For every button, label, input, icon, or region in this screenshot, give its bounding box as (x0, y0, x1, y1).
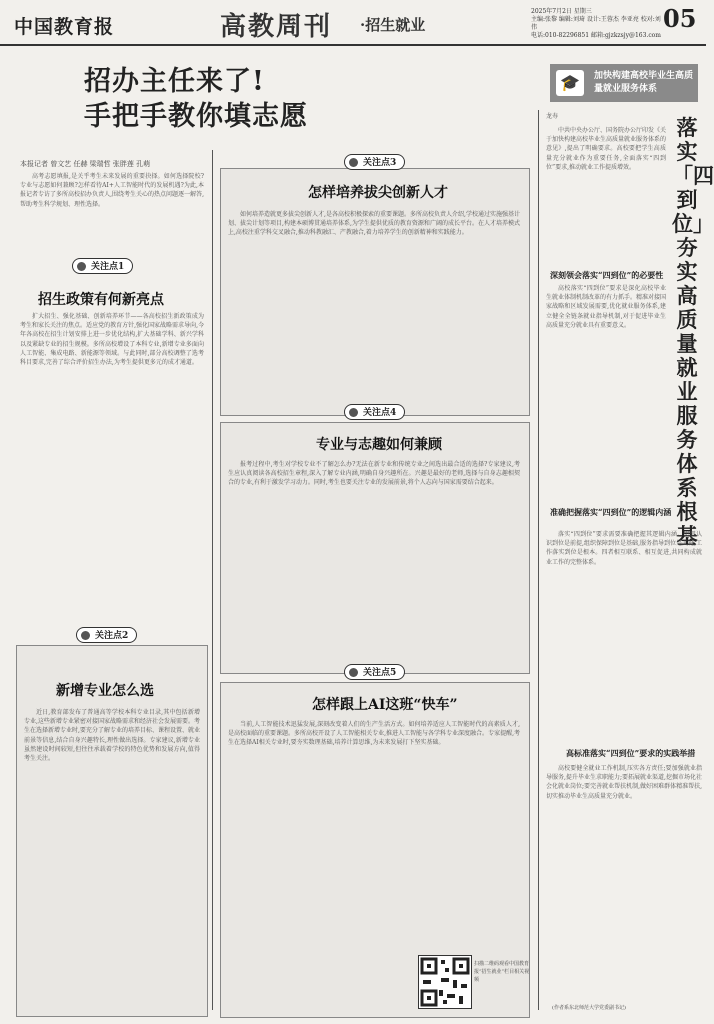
headline-line-2: 手把手教你填志愿 (84, 101, 308, 132)
focus-tag: 关注点2 (76, 627, 137, 643)
section-rubric: 高教周刊 (220, 12, 333, 42)
subhead: 高标准落实“四到位”要求的实践举措 (566, 748, 696, 758)
editor-credits: 主编:张黎 编辑:刘琦 设计:王蓉杰 李亚亮 校对:刘伟 (531, 16, 661, 31)
focus-tag: 关注点5 (344, 664, 405, 680)
section-title: 专业与志趣如何兼顾 (316, 437, 442, 453)
issue-meta (531, 8, 661, 40)
right-body: 落实“四到位”要求需要准确把握其逻辑内涵。思想认识到位是前提,组织保障到位是基础,服务指导到位是关键,工作落实到位是根本。四者相互联系、相互促进,共同构成就业工作的完整体系。 (546, 531, 702, 566)
section-rubric-sub: ·招生就业 (360, 16, 426, 34)
author-credit: (作者系东北师范大学党委副书记) (552, 1005, 626, 1011)
vertical-title: 落实「四到位」夯实高质量就业服务体系根基 (672, 115, 714, 548)
focus-tag: 关注点3 (344, 154, 405, 170)
section-body: 当前,人工智能技术迅猛发展,深刻改变着人们的生产生活方式。如何培养适应人工智能时代的高素质人才,是高校面临的重要课题。多所高校开设了人工智能相关专业,推进人工智能与各学科专业深度融合。专家提醒,考生在选择AI相关专业时,要夯实数理基础,培养计算思维,为未来发展打下坚实基础。 (228, 721, 520, 747)
section-body: 扩大招生、强化基础、创新培养环节——各高校招生新政策成为考生和家长关注的焦点。适应党的教育方针,强化国家战略需求导向,今年各高校在招生计划安排上进一步优化结构,扩大基础学科、新兴学科以及紧缺专业的招生规模。多所高校增设了本科专业,新增专业多面向人工智能、集成电路、新能源等领域。与此同时,部分高校调整了选考科目要求,完善了综合评价招生办法,为考生提供更多元的成才通道。 (20, 313, 204, 367)
right-byline: 龙寿 (546, 113, 559, 120)
qr-code-icon[interactable] (418, 955, 472, 1009)
graduation-cap-icon: 🎓 (556, 70, 584, 96)
column-banner: 加快构建高校毕业生高质量就业服务体系 (550, 64, 698, 102)
section-title: 招生政策有何新亮点 (38, 292, 164, 308)
newspaper-logo: 中国教育报 (14, 16, 115, 38)
right-intro: 中共中央办公厅、国务院办公厅印发《关于加快构建高校毕业生高质量就业服务体系的意见》,提出了明确要求。高校要把学生高质量充分就业作为重要任务,全面落实“四到位”要求,推动就业工作提质增效。 (546, 127, 667, 171)
main-byline: 本报记者 曾文艺 任赫 梁瑞哲 张胖莲 孔萌 (20, 160, 151, 168)
subhead: 准确把握落实“四到位”的逻辑内涵 (550, 507, 672, 517)
right-body: 高校要健全就业工作机制,压实各方责任;要加强就业指导服务,提升毕业生求职能力;要拓展就业渠道,挖掘市场化社会化就业岗位;要完善就业帮扶机制,做好困难群体精准帮扶,切实推动毕业生高质量充分就业。 (546, 765, 702, 800)
section-title: 怎样跟上AI这班“快车” (312, 697, 458, 713)
contact-info: 电话:010-82296851 邮箱:gjzkzsjy@163.com (531, 32, 661, 39)
subhead: 深刻领会落实“四到位”的必要性 (550, 270, 664, 280)
issue-date: 2025年7月2日 星期三 (531, 8, 592, 15)
headline-line-1: 招办主任来了! (84, 66, 265, 97)
qr-caption: 扫描二维码观看中国教育报“招生就业”栏目相关视频 (474, 961, 530, 983)
focus-tag: 关注点4 (344, 404, 405, 420)
column-divider (212, 150, 213, 1010)
focus-tag: 关注点1 (72, 258, 133, 274)
main-headline (84, 64, 308, 134)
section-body: 近日,教育部发布了普通高等学校本科专业目录,其中包括新增专业,这些新增专业紧密对接国家战略需求和经济社会发展需要。考生在选择新增专业时,要充分了解专业的培养目标、课程设置、就业前景等信息,结合自身兴趣特长,理性做出选择。专家建议,新增专业虽然建设时间较短,但往往承载着学校的特色优势和发展方向,值得考生关注。 (24, 709, 200, 763)
section-body: 报考过程中,考生对学校专业不了解怎么办?无法在新专业和传统专业之间选出最合适的选择?专家建议,考生应认真阅读各高校招生章程,深入了解专业内涵,明确自身兴趣所在。兴趣是最好的老师,选择与自身志趣相契合的专业,有利于激发学习动力。同时,考生也要关注专业的发展前景,将个人志向与国家需要结合起来。 (228, 461, 520, 487)
page-number: 05 (663, 4, 697, 33)
main-intro: 高考志愿填报,是关乎考生未来发展的重要抉择。如何选择院校?专业与志愿如何兼顾?怎样看待AI+人工智能时代的发展机遇?为此,本报记者专访了多所高校招办负责人,围绕考生关心的热点问题逐一解答,帮助考生科学规划、理性选择。 (20, 173, 204, 208)
section-title: 怎样培养拔尖创新人才 (308, 185, 448, 201)
section-body: 如何培养造就更多拔尖创新人才,是各高校积极探索的重要课题。多所高校负责人介绍,学校通过实施强基计划、拔尖计划等项目,构建本硕博贯通培养体系,为学生提供优质的教育资源和广阔的成长平台。在人才培养模式上,高校注重学科交叉融合,推动科教融汇、产教融合,着力培养学生的创新精神和实践能力。 (228, 211, 520, 237)
column-divider (538, 110, 539, 1010)
right-body: 高校落实“四到位”要求是深化高校毕业生就业体制机制改革的有力抓手。精准对接国家战略和区域发展需要,优化就业服务体系,建立健全全链条就业指导机制,对于促进毕业生高质量充分就业具有重要意义。 (546, 285, 667, 329)
section-title: 新增专业怎么选 (56, 683, 154, 699)
qr-code-graphic (419, 956, 471, 1008)
